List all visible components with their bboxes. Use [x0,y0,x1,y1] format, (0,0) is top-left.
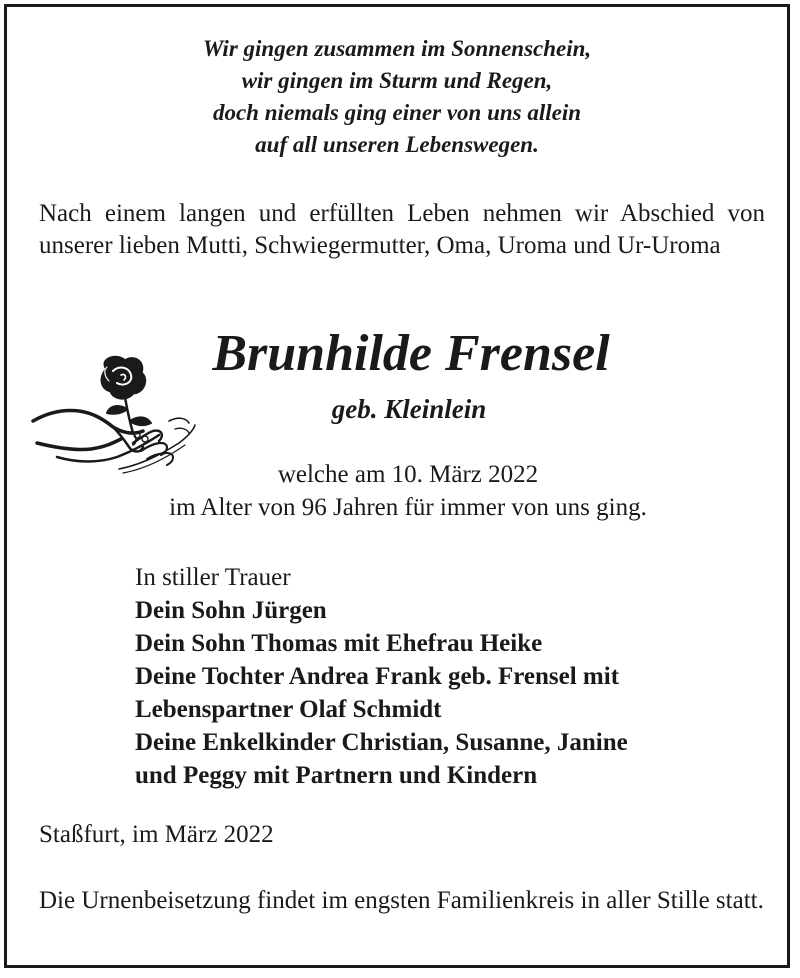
mourners-list [135,561,628,792]
deceased-name: Brunhilde Frensel [212,325,610,382]
obituary-notice [4,4,790,968]
maiden-name: geb. Kleinlein [331,394,487,424]
mourner-line: Deine Enkelkinder Christian, Susanne, Janine [135,729,628,756]
mourner-line: und Peggy mit Partnern und Kindern [135,762,538,789]
poem-line: wir gingen im Sturm und Regen, [241,68,553,93]
mourner-line: Dein Sohn Jürgen [135,597,327,624]
mourner-line: Dein Sohn Thomas mit Ehefrau Heike [135,630,543,657]
poem [7,33,787,161]
death-age-line: im Alter von 96 Jahren für immer von uns ging. [169,494,647,521]
death-date-line: welche am 10. März 2022 [277,461,539,488]
mourner-line: Lebenspartner Olaf Schmidt [135,696,442,723]
mourner-line: Deine Tochter Andrea Frank geb. Frensel mit [135,663,620,690]
poem-line: Wir gingen zusammen im Sonnenschein, [202,36,592,61]
intro-text: Nach einem langen und erfüllten Leben nehmen wir Abschied von unserer lieben Mutti, Schwiegermutter, Oma, Uroma und Ur-Uroma [39,200,765,259]
place-date: Staßfurt, im März 2022 [39,821,274,848]
mourners-heading: In stiller Trauer [135,564,291,591]
burial-note: Die Urnenbeisetzung findet im engsten Familienkreis in aller Stille statt. [39,887,764,914]
poem-line: doch niemals ging einer von uns allein [212,100,582,125]
poem-line: auf all unseren Lebenswegen. [255,132,539,157]
